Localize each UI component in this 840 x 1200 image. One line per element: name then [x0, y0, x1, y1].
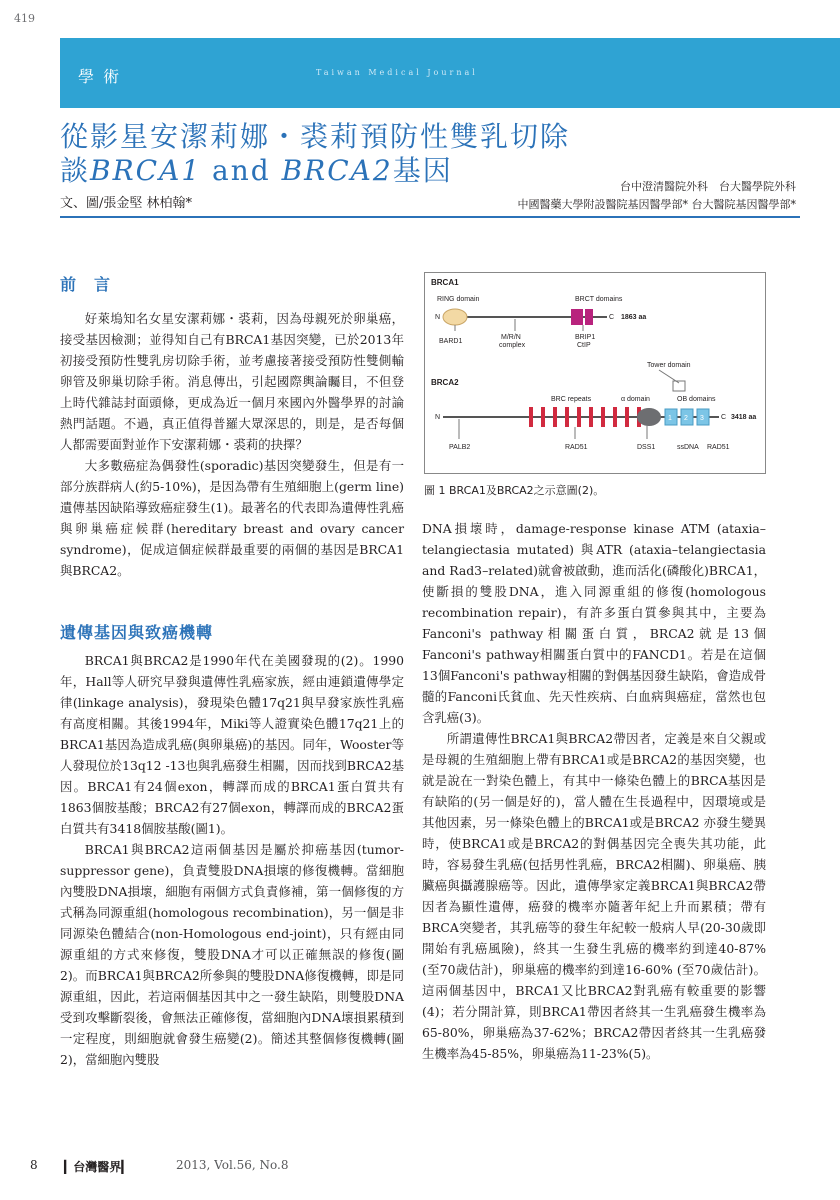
brc-repeat [541, 407, 545, 427]
tower-domain-label: Tower domain [647, 362, 691, 369]
brct-domain [571, 309, 583, 325]
affiliation-line2: 中國醫藥大學附設醫院基因醫學部* 台大醫院基因醫學部* [517, 198, 796, 211]
dss1-label: DSS1 [637, 444, 656, 451]
intro-heading: 前 言 [60, 275, 112, 294]
rad51-label: RAD51 [707, 444, 730, 451]
issue-info: 2013, Vol.56, No.8 [176, 1158, 289, 1172]
brc-repeat [577, 407, 581, 427]
brc-repeat [565, 407, 569, 427]
palb2-label: PALB2 [449, 444, 471, 451]
ring-domain [443, 309, 467, 325]
brca2-c-terminus: C [721, 414, 727, 421]
figure-brca-diagram [424, 272, 766, 474]
paragraph: 大多數癌症為偶發性(sporadic)基因突變發生，但是有一部分族群病人(約5-10%)，是因為帶有生殖細胞上(germ line)遺傳基因缺陷導致癌症發生(1)。最著名的代表即為遺傳性乳癌與卵巢癌症候群(hereditary breast and ovary cancer syndrome)，促成這個症候群最重要的兩個的基因是BRCA1與BRCA2。 [60, 458, 404, 578]
brca1-n-terminus: N [435, 314, 441, 321]
section-category: 學 術 [78, 67, 122, 86]
brca1-length: 1863 aa [621, 314, 647, 321]
paragraph: 好萊塢知名女星安潔莉娜・裘莉，因為母親死於卵巢癌，接受基因檢測；並得知自己有BRCA1基因突變，已於2013年初接受預防性雙乳房切除手術，並考慮接著接受預防性雙側輸卵管及卵巢切除手術。消息傳出，引起國際輿論矚目，不但登上時代雜誌封面頭條，更成為近一個月來國內外醫學界的討論熱門話題。不過，真正值得普羅大眾深思的，則是，是否每個人都需要面對並作下安潔莉娜・裘莉的抉擇？ [60, 311, 404, 452]
brca-domain-diagram [425, 273, 765, 473]
brip1-label: BRIP1 [575, 334, 596, 341]
ctip-label: CtIP [577, 342, 591, 349]
article-title-line2: 談BRCA1 and BRCA2基因 [60, 154, 453, 187]
bard1-label: BARD1 [439, 338, 463, 345]
ring-domain-label: RING domain [437, 296, 480, 303]
alpha-domain [637, 408, 661, 426]
mechanism-text [60, 650, 404, 1070]
figure-caption: 圖 1 BRCA1及BRCA2之示意圖(2)。 [424, 484, 605, 497]
authors: 文、圖/張金堅 林柏翰* [60, 196, 193, 211]
ob-number: 2 [684, 415, 688, 422]
brc-repeat [601, 407, 605, 427]
affiliation-line1: 台中澄清醫院外科 台大醫學院外科 [620, 180, 796, 193]
paragraph: BRCA1與BRCA2這兩個基因是屬於抑癌基因(tumor-suppressor gene)，負責雙股DNA損壞的修復機轉。當細胞內雙股DNA損壞，細胞有兩個方式負責修補，第一個修復的方式稱為同源重組(homologous recombination)，另一個是非同源染色體結合(non-Homologous end-joint)，只有經由同源重組的方式來修復，雙股DNA才可以正確無誤的修復(圖2)。而BRCA1與BRCA2所參與的雙股DNA修復機轉，即是同源重組，因此，若這兩個基因其中之一發生缺陷，則雙股DNA受到攻擊斷裂後，會無法正確修復，當細胞內DNA壞損累積到一定程度，則細胞就會發生癌變(2)。簡述其整個修復機轉(圖2)，當細胞內雙股 [60, 842, 404, 1067]
brct-domain [585, 309, 593, 325]
rad51-label: RAD51 [565, 444, 588, 451]
ob-domains-label: OB domains [677, 396, 716, 403]
journal-watermark: Taiwan Medical Journal [316, 68, 478, 77]
paragraph: DNA損壞時，damage-response kinase ATM (ataxia–telangiectasia mutated) 與ATR (ataxia–telangiectasia and Rad3–related)就會被啟動，進而活化(磷酸化)BRCA1，使斷損的雙股DNA，進入同源重組的修復(homologous recombination repair)，有許多蛋白質參與其中，主要為Fanconi's pathway相關蛋白質，BRCA2就是13個Fanconi's pathway相關蛋白質中的FANCD1。若是在這個13個Fanconi's pathway相關的對偶基因發生缺陷，會造成骨髓的Fanconi氏貧血、先天性疾病、白血病與癌症，當然也包含乳癌(3)。 [422, 521, 766, 725]
brc-repeat [529, 407, 533, 427]
footer-journal: ▎台灣醫界▎ [64, 1160, 131, 1174]
brc-repeats-label: BRC repeats [551, 396, 592, 403]
brc-repeat [613, 407, 617, 427]
brca2-label: BRCA2 [431, 378, 459, 387]
ob-number: 3 [700, 415, 704, 422]
title-divider [60, 216, 800, 218]
brc-repeat [625, 407, 629, 427]
brct-domains-label: BRCT domains [575, 296, 623, 303]
article-title-line1: 從影星安潔莉娜・裘莉預防性雙乳切除 [60, 120, 571, 153]
page-number: 8 [30, 1158, 38, 1172]
ob-number: 1 [668, 415, 672, 422]
brc-repeat [553, 407, 557, 427]
mrn-label: M/R/N [501, 334, 521, 341]
page-corner-number: 419 [14, 12, 35, 25]
brc-repeat [589, 407, 593, 427]
brca2-n-terminus: N [435, 414, 441, 421]
intro-text [60, 308, 404, 581]
paragraph: BRCA1與BRCA2是1990年代在美國發現的(2)。1990年，Hall等人研究早發與遺傳性乳癌家族，經由連鎖遺傳學定律(linkage analysis)，發現染色體17q21與早發家族性乳癌有高度相關。其後1994年，Miki等人證實染色體17q21上的BRCA1基因為造成乳癌(與卵巢癌)的基因。同年，Wooster等人發現位於13q12 -13也與乳癌發生相關，因而找到BRCA2基因。BRCA1有24個exon，轉譯而成的BRCA1蛋白質共有1863個胺基酸；BRCA2有27個exon，轉譯而成的BRCA2蛋白質共有3418個胺基酸(圖1)。 [60, 653, 404, 836]
mechanism-heading: 遺傳基因與致癌機轉 [60, 623, 214, 642]
brca2-length: 3418 aa [731, 414, 757, 421]
right-column-text [422, 518, 766, 1064]
brca1-c-terminus: C [609, 314, 615, 321]
journal-name: 台灣醫界 [73, 1160, 122, 1174]
paragraph: 所謂遺傳性BRCA1與BRCA2帶因者，定義是來自父親或是母親的生殖細胞上帶有BRCA1或是BRCA2的基因突變，也就是說在一對染色體上，有其中一條染色體上的BRCA基因是有缺陷的(另一個是好的)，當人體在生長過程中，因環境或是其他因素，另一條染色體上的BRCA1或是BRCA2 亦發生變異時，使BRCA1或是BRCA2的對偶基因完全喪失其功能，此時，容易發生乳癌(包括男性乳癌，BRCA2相關)、卵巢癌、胰臟癌與攝護腺癌等。因此，遺傳學家定義BRCA1與BRCA2帶因者為顯性遺傳，癌發的機率亦隨著年紀上升而累積；帶有 BRCA突變者，其乳癌等的發生年紀較一般病人早(20-30歲即開始有乳癌風險)，終其一生發生乳癌的機率約到達40-87% (至70歲估計)，卵巢癌的機率約到達16-60% (至70歲估計)。這兩個基因中，BRCA1又比BRCA2對乳癌有較重要的影響(4)；若分開計算，則BRCA1帶因者終其一生乳癌發生機率為65-80%，卵巢癌為37-62%；BRCA2帶因者終其一生乳癌發生機率為45-85%，卵巢癌為11-23%(5)。 [422, 731, 766, 1061]
complex-label: complex [499, 342, 526, 349]
brca1-label: BRCA1 [431, 278, 459, 287]
alpha-domain-label: α domain [621, 396, 650, 403]
leader-line [659, 370, 679, 383]
ssdna-label: ssDNA [677, 444, 699, 451]
